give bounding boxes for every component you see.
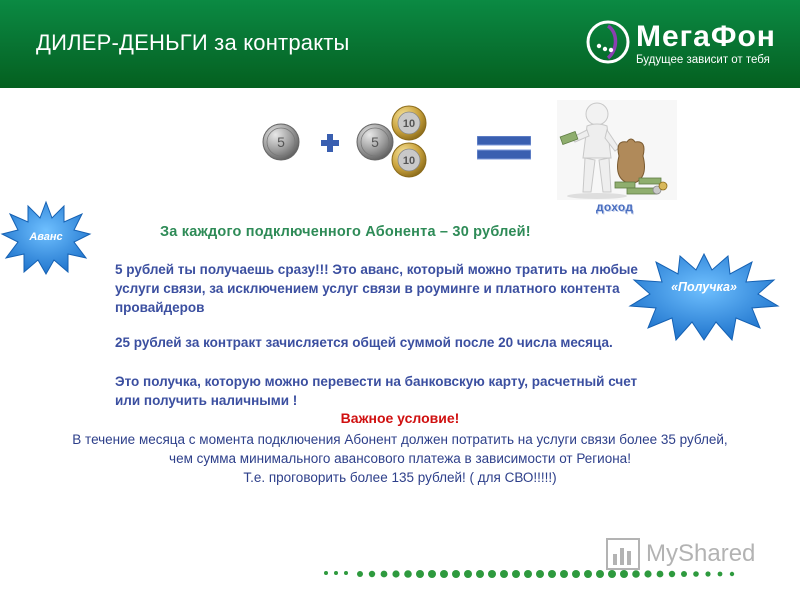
coin-10-icon xyxy=(391,142,427,178)
man-with-money-bag-icon xyxy=(557,100,677,200)
paragraph-salary-transfer: 25 рублей за контракт зачисляется общей суммой после 20 числа месяца. xyxy=(115,335,613,350)
equals-icon xyxy=(477,136,531,160)
plus-icon xyxy=(321,134,339,152)
condition-text: В течение месяца с момента подключения Абонент должен потратить на услуги связи более 35 рублей, чем сумма минимального авансового платежа в зависимости от Региона! xyxy=(72,432,728,466)
header-bar xyxy=(0,0,800,88)
logo-name: МегаФон xyxy=(636,20,776,53)
poluchka-starburst xyxy=(628,252,780,342)
important-condition-title: Важное условие! xyxy=(340,410,460,426)
avans-badge-text: Аванс xyxy=(29,231,63,243)
page-title: ДИЛЕР-ДЕНЬГИ за контракты xyxy=(36,30,350,55)
megafon-logo xyxy=(582,18,792,70)
svg-text:10: 10 xyxy=(402,155,416,167)
important-condition-note xyxy=(60,430,740,487)
headline: За каждого подключенного Абонента – 30 рублей! xyxy=(160,224,531,240)
paragraph-salary-withdraw: Это получка, которую можно перевести на банковскую карту, расчетный счет или получить наличными ! xyxy=(115,374,638,408)
svg-text:5: 5 xyxy=(371,134,379,150)
logo-slogan: Будущее зависит от тебя xyxy=(636,54,770,66)
condition-extra: Т.е. проговорить более 135 рублей! ( для СВО!!!!!) xyxy=(243,470,557,485)
paragraph-avans: 5 рублей ты получаешь сразу!!! Это аванс, который можно тратить на любые услуги связи, за исключением услуг связи в роуминге и платного контента провайдеров xyxy=(115,262,638,315)
coin-10-icon xyxy=(391,105,427,141)
chart-logo-icon xyxy=(606,538,640,570)
decorative-dots xyxy=(322,568,742,582)
coin-5-icon xyxy=(261,122,301,162)
watermark-text: MyShared xyxy=(646,540,756,567)
coin-5-label: 5 xyxy=(277,134,285,150)
svg-text:10: 10 xyxy=(402,118,416,130)
poluchka-badge-text: «Получка» xyxy=(671,280,737,294)
megafon-logo-icon xyxy=(586,20,630,64)
income-label: доход xyxy=(596,200,634,214)
coin-5-icon xyxy=(355,122,395,162)
